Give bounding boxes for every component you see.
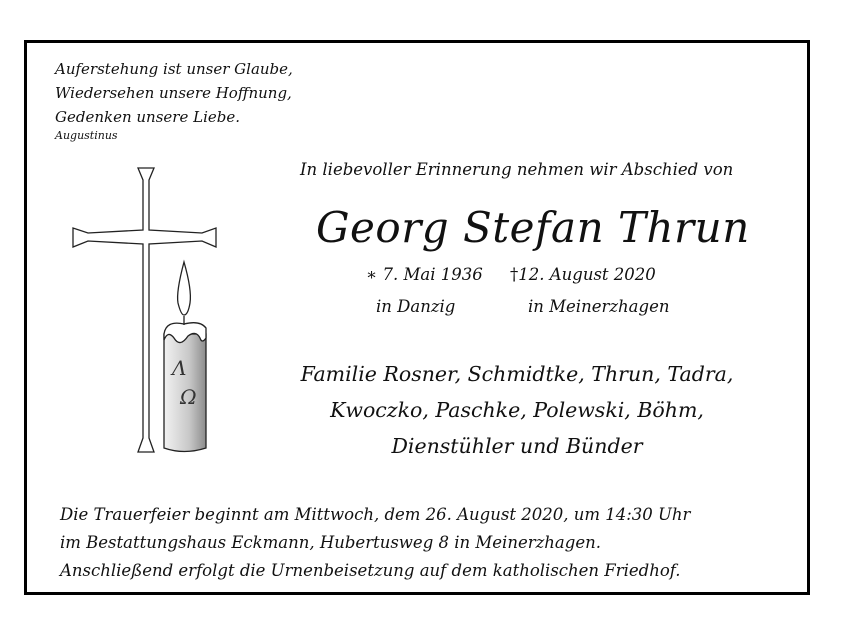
omega-symbol: Ω xyxy=(180,385,197,409)
quote-author: Augustinus xyxy=(55,129,118,142)
deceased-name: Georg Stefan Thrun xyxy=(316,203,750,252)
intro-text: In liebevoller Erinnerung nehmen wir Abschied von xyxy=(300,160,734,179)
service-line: Die Trauerfeier beginnt am Mittwoch, dem 26. August 2020, um 14:30 Uhr xyxy=(60,505,691,524)
service-line: im Bestattungshaus Eckmann, Hubertusweg 8 in Meinerzhagen. xyxy=(60,533,601,552)
candle-icon xyxy=(164,262,206,452)
quote-line: Auferstehung ist unser Glaube, xyxy=(55,60,293,78)
family-line: Familie Rosner, Schmidtke, Thrun, Tadra, xyxy=(300,362,734,386)
family-line: Dienstühler und Bünder xyxy=(391,434,643,458)
birth-star-icon: ∗ xyxy=(366,265,378,284)
death-date: 12. August 2020 xyxy=(518,265,656,284)
alpha-symbol: Λ xyxy=(172,356,187,380)
family-line: Kwoczko, Paschke, Polewski, Böhm, xyxy=(330,398,704,422)
death-date-line xyxy=(510,265,656,284)
quote-block xyxy=(55,57,293,129)
cross-and-candle-emblem xyxy=(60,160,220,460)
death-cross-icon: † xyxy=(510,265,519,284)
service-info xyxy=(60,501,690,585)
death-place: in Meinerzhagen xyxy=(528,297,670,316)
quote-line: Gedenken unsere Liebe. xyxy=(55,108,240,126)
flame-icon xyxy=(178,262,191,315)
service-line: Anschließend erfolgt die Urnenbeisetzung auf dem katholischen Friedhof. xyxy=(60,561,681,580)
birth-date-line xyxy=(366,265,483,284)
birth-place: in Danzig xyxy=(376,297,456,316)
birth-date: 7. Mai 1936 xyxy=(382,265,483,284)
quote-line: Wiedersehen unsere Hoffnung, xyxy=(55,84,292,102)
mourning-families xyxy=(280,356,754,464)
